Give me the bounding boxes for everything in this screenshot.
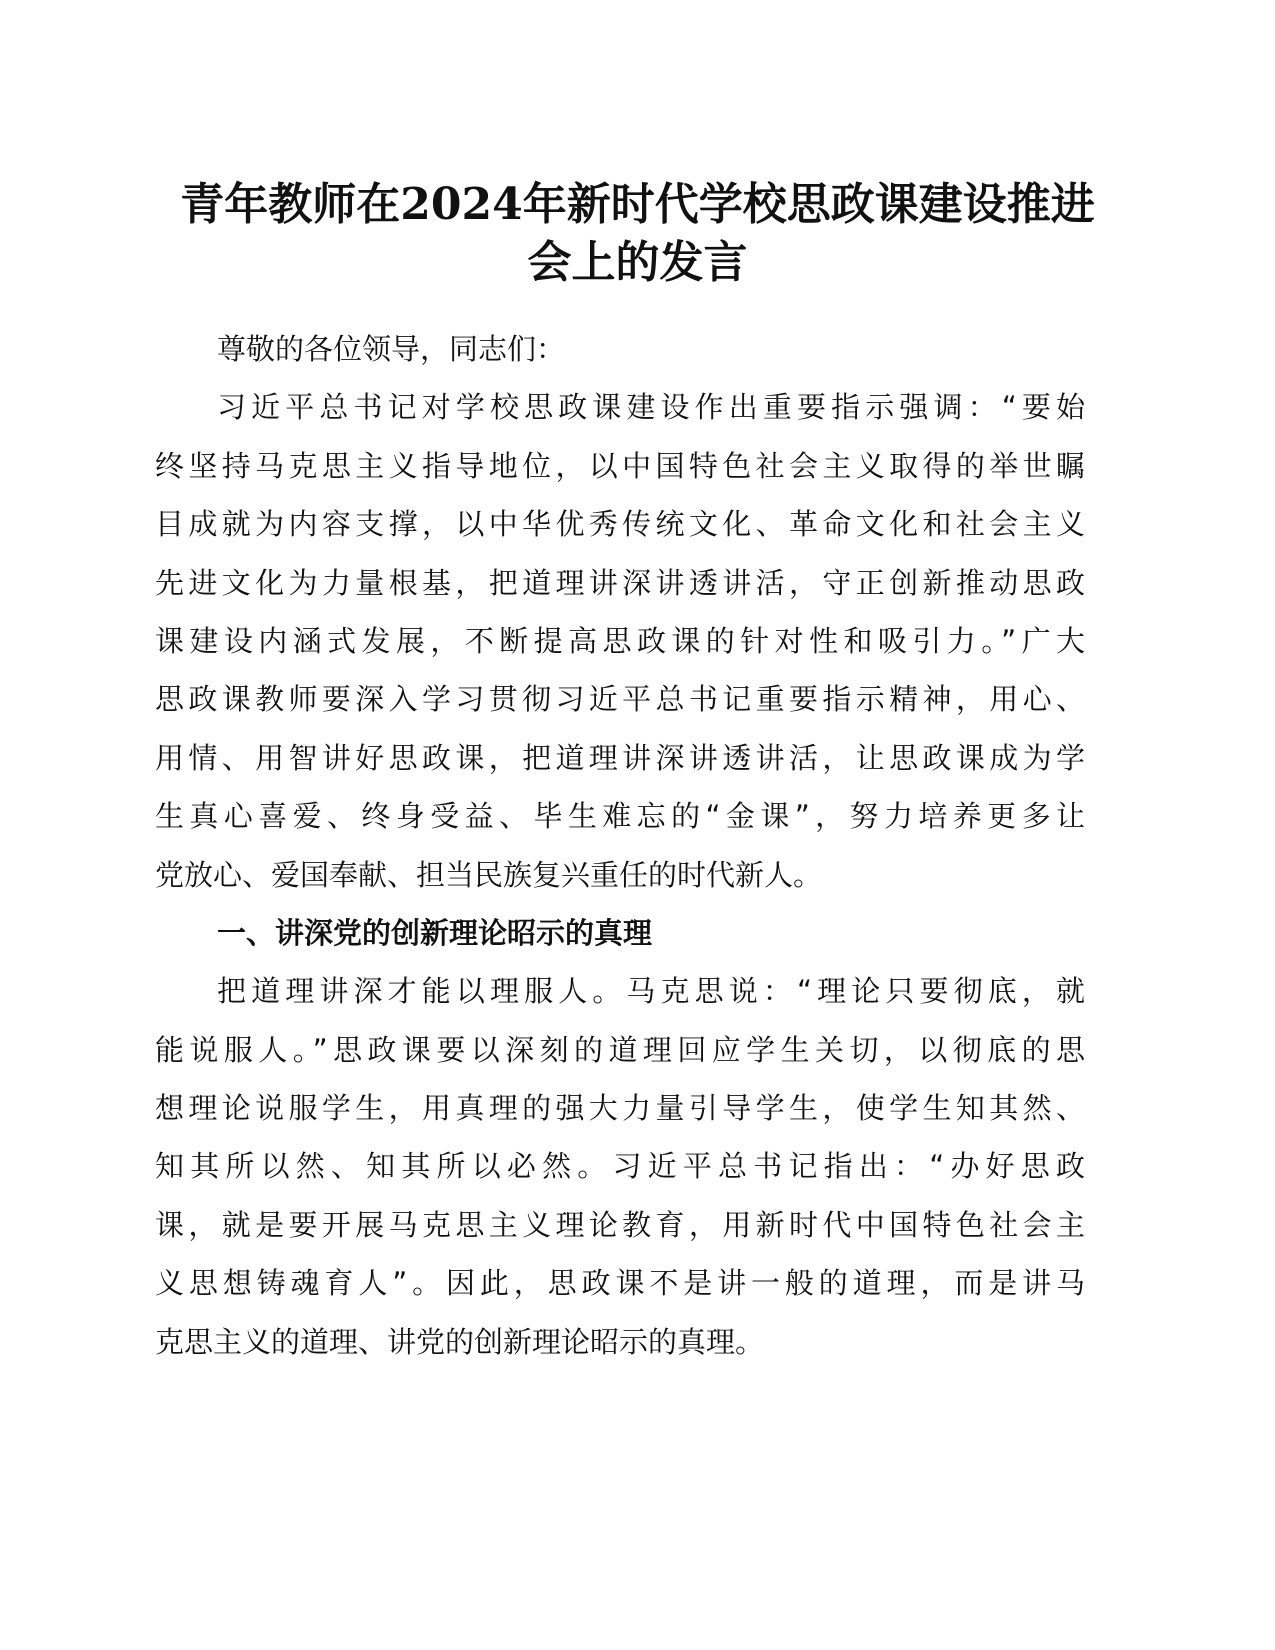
- paragraph-line: 用情、用智讲好思政课，把道理讲深讲透讲活，让思政课成为学: [155, 740, 1085, 775]
- paragraph-1: [155, 378, 1085, 904]
- document-body: [155, 320, 1085, 1371]
- paragraph-line: 终坚持马克思主义指导地位，以中国特色社会主义取得的举世瞩: [155, 448, 1085, 483]
- paragraph-line: 课，就是要开展马克思主义理论教育，用新时代中国特色社会主: [155, 1207, 1085, 1242]
- paragraph-line: 克思主义的道理、讲党的创新理论昭示的真理。: [155, 1324, 765, 1359]
- paragraph-line: 知其所以然、知其所以必然。习近平总书记指出：“办好思政: [155, 1149, 1085, 1184]
- salutation: 尊敬的各位领导，同志们：: [217, 332, 566, 366]
- paragraph-2: [155, 962, 1085, 1371]
- paragraph-line: 习近平总书记对学校思政课建设作出重要指示强调：“要始: [217, 390, 1085, 425]
- section-heading-1: 一、讲深党的创新理论昭示的真理: [217, 915, 653, 950]
- paragraph-line: 想理论说服学生，用真理的强大力量引导学生，使学生知其然、: [155, 1091, 1085, 1126]
- paragraph-line: 思政课教师要深入学习贯彻习近平总书记重要指示精神，用心、: [155, 682, 1085, 717]
- paragraph-line: 先进文化为力量根基，把道理讲深讲透讲活，守正创新推动思政: [155, 565, 1085, 600]
- document-title: [140, 176, 1135, 292]
- paragraph-line: 课建设内涵式发展，不断提高思政课的针对性和吸引力。”广大: [155, 623, 1085, 658]
- paragraph-line: 生真心喜爱、终身受益、毕生难忘的“金课”，努力培养更多让: [155, 799, 1085, 834]
- paragraph-line: 能说服人。”思政课要以深刻的道理回应学生关切，以彻底的思: [155, 1032, 1085, 1067]
- paragraph-line: 义思想铸魂育人”。因此，思政课不是讲一般的道理，而是讲马: [155, 1266, 1085, 1301]
- paragraph-line: 目成就为内容支撑，以中华优秀传统文化、革命文化和社会主义: [155, 507, 1085, 542]
- paragraph-line: 把道理讲深才能以理服人。马克思说：“理论只要彻底，就: [217, 974, 1085, 1009]
- title-line-2: 会上的发言: [527, 237, 748, 288]
- title-line-1: 青年教师在2024年新时代学校思政课建设推进: [180, 179, 1095, 230]
- paragraph-line: 党放心、爱国奉献、担当民族复兴重任的时代新人。: [155, 857, 823, 892]
